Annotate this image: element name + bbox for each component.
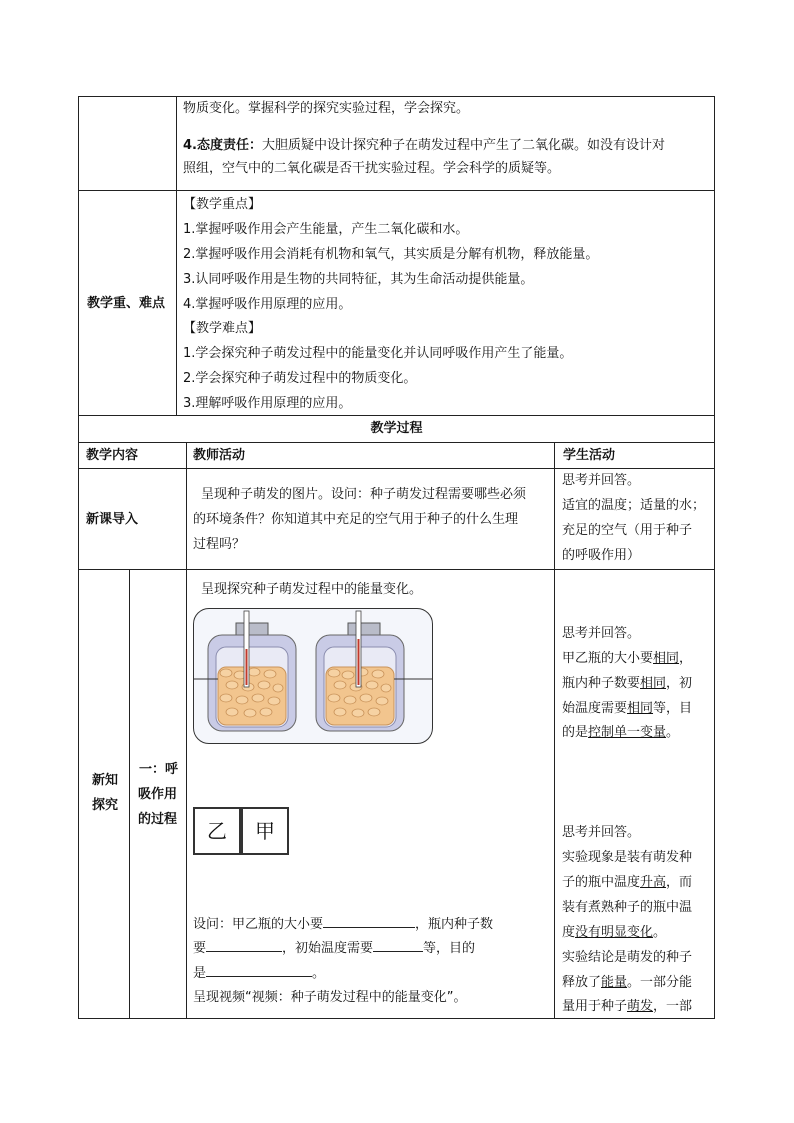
focus-item: 1.掌握呼吸作用会产生能量，产生二氧化碳和水。	[183, 222, 469, 237]
intro-teacher-line: 过程吗？	[193, 537, 246, 552]
attitude-objective	[183, 133, 665, 158]
bottle-label-box-left: 乙	[193, 807, 241, 855]
table-rule	[78, 96, 79, 1019]
question-line2: 要 ，初始温度需要 等，目的	[193, 935, 475, 961]
student-answer-line: 释放了能量。一部分能	[562, 975, 693, 990]
key-points-row-label: 教学重、难点	[87, 296, 166, 311]
student-answer-line: 的是控制单一变量。	[562, 725, 680, 740]
intro-student-line: 适宜的温度；适量的水；	[562, 498, 706, 513]
table-rule	[714, 96, 715, 1019]
student-answer-line: 思考并回答。	[562, 825, 641, 840]
student-answer-line: 装有煮熟种子的瓶中温	[562, 900, 693, 915]
student-answer-line: 量用于种子萌发，一部	[562, 999, 693, 1014]
student-answer-line: 实验结论是萌发的种子	[562, 950, 693, 965]
process-title: 教学过程	[370, 421, 423, 436]
explore-sub-label: 一：呼	[139, 762, 179, 777]
bottle-label-box-right: 甲	[241, 807, 289, 855]
intro-teacher-line: 的环境条件？你知道其中充足的空气用于种子的什么生理	[193, 512, 519, 527]
student-answer-line: 始温度需要相同等，目	[562, 701, 693, 716]
focus-item: 4.掌握呼吸作用原理的应用。	[183, 297, 352, 312]
answer-blank[interactable]	[373, 935, 423, 952]
table-rule	[78, 442, 715, 443]
explore-label-line2: 探究	[92, 798, 119, 813]
focus-item: 3.认同呼吸作用是生物的共同特征，其为生命活动提供能量。	[183, 272, 534, 287]
explore-label-line1: 新知	[92, 773, 119, 788]
intro-student-line: 充足的空气（用于种子	[562, 523, 693, 538]
student-answer-line: 甲乙瓶的大小要相同，	[562, 651, 693, 666]
table-rule	[129, 569, 130, 1019]
difficulty-item: 3.理解呼吸作用原理的应用。	[183, 396, 352, 411]
focus-item: 2.掌握呼吸作用会消耗有机物和氧气，其实质是分解有机物，释放能量。	[183, 247, 599, 262]
left-bottle	[194, 611, 296, 731]
objective-continued-text: 物质变化。掌握科学的探究实验过程，学会探究。	[183, 101, 470, 116]
table-rule	[176, 96, 177, 416]
student-answer-line: 瓶内种子数要相同，初	[562, 676, 693, 691]
col-header-content: 教学内容	[86, 448, 139, 463]
col-header-student: 学生活动	[563, 448, 616, 463]
difficulty-item: 1.学会探究种子萌发过程中的能量变化并认同呼吸作用产生了能量。	[183, 346, 573, 361]
question-line3: 是 。	[193, 960, 325, 986]
answer-blank[interactable]	[323, 911, 415, 928]
experiment-illustration	[193, 608, 433, 744]
attitude-label: 4.态度责任：	[183, 138, 262, 153]
difficulty-item: 2.学会探究种子萌发过程中的物质变化。	[183, 371, 417, 386]
intro-student-line: 的呼吸作用）	[562, 548, 641, 563]
answer-blank[interactable]	[206, 960, 312, 977]
difficulty-heading: 【教学难点】	[183, 321, 262, 336]
table-rule	[554, 442, 555, 1019]
right-bottle	[316, 611, 432, 731]
table-rule	[78, 569, 715, 570]
explore-teacher-intro: 呈现探究种子萌发过程中的能量变化。	[201, 582, 423, 597]
intro-teacher-line: 呈现种子萌发的图片。设问：种子萌发过程需要哪些必须	[201, 487, 527, 502]
answer-blank[interactable]	[206, 935, 282, 952]
explore-sub-label: 吸作用	[138, 787, 178, 802]
explore-sub-label: 的过程	[138, 812, 178, 827]
question-line1: 设问：甲乙瓶的大小要 ，瓶内种子数	[193, 911, 493, 937]
intro-student-line: 思考并回答。	[562, 473, 641, 488]
student-answer-line: 子的瓶中温度升高，而	[562, 875, 693, 890]
student-answer-line: 实验现象是装有萌发种	[562, 850, 693, 865]
focus-heading: 【教学重点】	[183, 197, 262, 212]
table-rule	[78, 190, 715, 191]
attitude-text-line1: 大胆质疑中设计探究种子在萌发过程中产生了二氧化碳。如没有设计对	[261, 138, 665, 153]
student-answer-line: 度没有明显变化。	[562, 925, 667, 940]
col-header-teacher: 教师活动	[193, 448, 246, 463]
attitude-text-line2: 照组，空气中的二氧化碳是否干扰实验过程。学会科学的质疑等。	[183, 161, 561, 176]
student-answer-line: 思考并回答。	[562, 626, 641, 641]
table-rule	[186, 442, 187, 1019]
video-line: 呈现视频“视频：种子萌发过程中的能量变化”。	[193, 990, 467, 1005]
intro-label: 新课导入	[86, 512, 139, 527]
